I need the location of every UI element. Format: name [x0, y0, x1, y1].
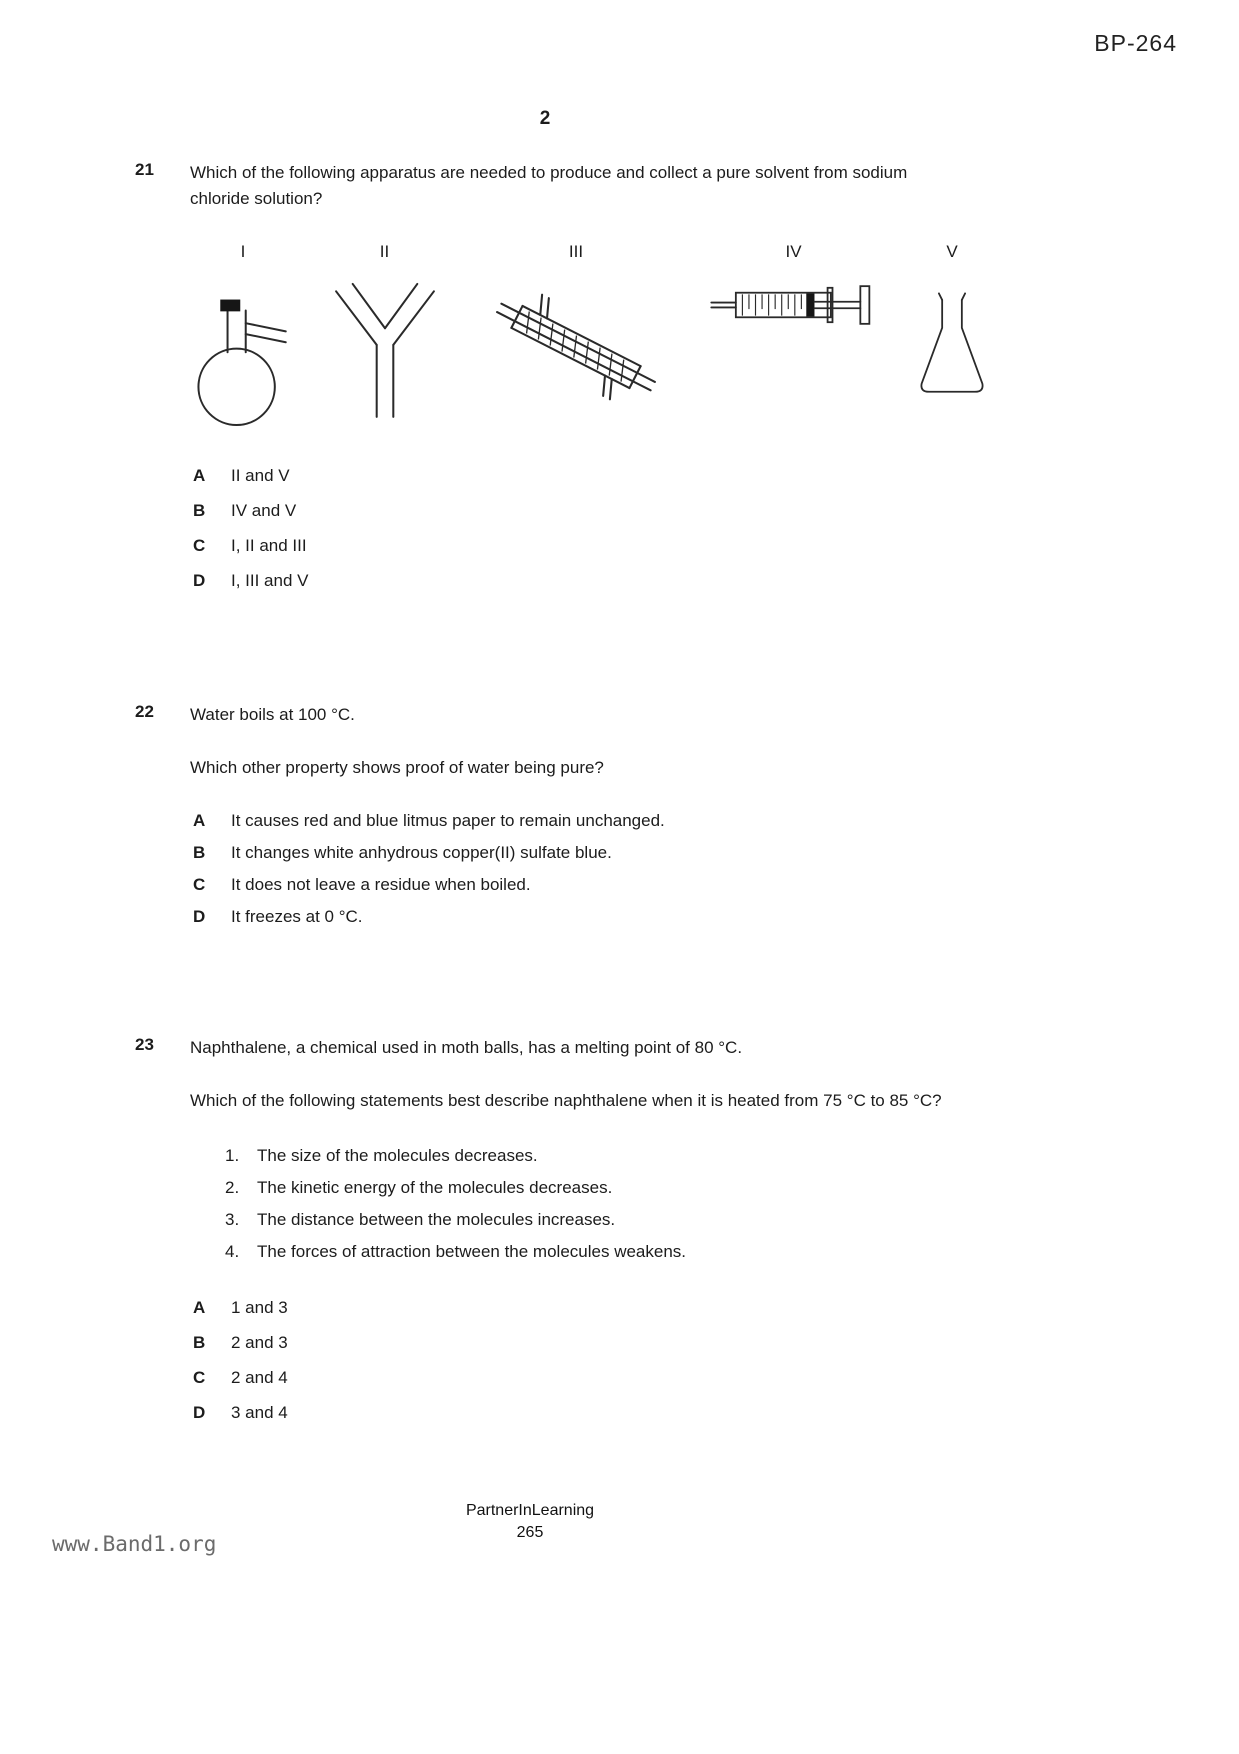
- statement-list: [225, 1140, 1119, 1268]
- option-letter: B: [193, 843, 206, 862]
- option-d: [193, 907, 1119, 927]
- option-a: [193, 1298, 1119, 1318]
- apparatus-item-3: [476, 242, 676, 418]
- watermark-url: www.Band1.org: [52, 1532, 217, 1556]
- option-b: [193, 501, 1119, 521]
- page-number: 2: [539, 108, 551, 129]
- option-letter: B: [193, 501, 206, 520]
- footer-brand: PartnerInLearning: [465, 1502, 595, 1519]
- option-c: [193, 875, 1119, 895]
- option-letter: A: [193, 1298, 206, 1317]
- question-text: Which of the following apparatus are needed to produce and collect a pure solvent from sodium chloride solution?: [190, 163, 908, 208]
- option-text: 3 and 4: [231, 1403, 288, 1422]
- apparatus-label: IV: [785, 242, 802, 261]
- apparatus-item-1: [193, 242, 293, 434]
- conical-flask-icon: [911, 276, 993, 428]
- question-text: Naphthalene, a chemical used in moth balls, has a melting point of 80 °C.: [190, 1038, 743, 1057]
- apparatus-label: II: [379, 242, 390, 261]
- option-text: 2 and 3: [231, 1333, 288, 1352]
- statement-number: 1.: [225, 1146, 240, 1165]
- option-letter: A: [193, 811, 206, 830]
- statement-number: 4.: [225, 1242, 240, 1261]
- option-letter: B: [193, 1333, 206, 1352]
- statement-number: 3.: [225, 1210, 240, 1229]
- option-text: I, II and III: [231, 536, 307, 555]
- option-text: 2 and 4: [231, 1368, 288, 1387]
- option-letter: C: [193, 536, 206, 555]
- apparatus-row: [193, 242, 993, 434]
- option-text: 1 and 3: [231, 1298, 288, 1317]
- option-d: [193, 1403, 1119, 1423]
- option-letter: A: [193, 466, 206, 485]
- apparatus-label: I: [240, 242, 246, 261]
- question-number: 23: [135, 1035, 154, 1054]
- statement-2: [225, 1172, 1119, 1204]
- option-text: IV and V: [231, 501, 297, 520]
- option-d: [193, 571, 1119, 591]
- option-c: [193, 1368, 1119, 1388]
- option-text: I, III and V: [231, 571, 309, 590]
- distillation-flask-icon: [193, 276, 293, 434]
- apparatus-label: III: [568, 242, 584, 261]
- option-text: It changes white anhydrous copper(II) sulfate blue.: [231, 843, 612, 862]
- option-letter: C: [193, 1368, 206, 1387]
- option-a: [193, 466, 1119, 486]
- statement-text: The forces of attraction between the molecules weakens.: [257, 1242, 687, 1261]
- question-text: Water boils at 100 °C.: [190, 705, 355, 724]
- question-number: 22: [135, 702, 154, 721]
- apparatus-item-5: [911, 242, 993, 428]
- statement-number: 2.: [225, 1178, 240, 1197]
- liebig-condenser-icon: [476, 276, 676, 418]
- question-subtext: Which of the following statements best describe naphthalene when it is heated from 75 °C to 85 °C?: [190, 1091, 942, 1110]
- question-22: [135, 702, 1119, 927]
- statement-3: [225, 1204, 1119, 1236]
- option-text: It freezes at 0 °C.: [231, 907, 363, 926]
- apparatus-item-4: [708, 242, 880, 334]
- option-letter: D: [193, 1403, 206, 1422]
- paper-code: BP-264: [1094, 30, 1177, 56]
- option-a: [193, 811, 1119, 831]
- option-b: [193, 1333, 1119, 1353]
- option-text: It causes red and blue litmus paper to remain unchanged.: [231, 811, 665, 830]
- y-tube-icon: [325, 276, 445, 434]
- option-c: [193, 536, 1119, 556]
- gas-syringe-icon: [708, 276, 880, 334]
- question-21: [135, 160, 1119, 591]
- question-23-options: [193, 1298, 1119, 1423]
- option-text: II and V: [231, 466, 290, 485]
- question-subtext: Which other property shows proof of water being pure?: [190, 758, 604, 777]
- statement-1: [225, 1140, 1119, 1172]
- question-21-options: [193, 466, 1119, 591]
- question-23: [135, 1035, 1119, 1423]
- option-b: [193, 843, 1119, 863]
- question-22-options: [193, 811, 1119, 927]
- statement-text: The distance between the molecules increases.: [257, 1210, 616, 1229]
- statement-text: The kinetic energy of the molecules decreases.: [257, 1178, 613, 1197]
- option-letter: D: [193, 907, 206, 926]
- apparatus-label: V: [946, 242, 958, 261]
- statement-text: The size of the molecules decreases.: [257, 1146, 538, 1165]
- option-letter: C: [193, 875, 206, 894]
- question-number: 21: [135, 160, 154, 179]
- option-text: It does not leave a residue when boiled.: [231, 875, 531, 894]
- statement-4: [225, 1236, 1119, 1268]
- footer-page-number: 265: [516, 1524, 544, 1541]
- option-letter: D: [193, 571, 206, 590]
- apparatus-item-2: [325, 242, 445, 434]
